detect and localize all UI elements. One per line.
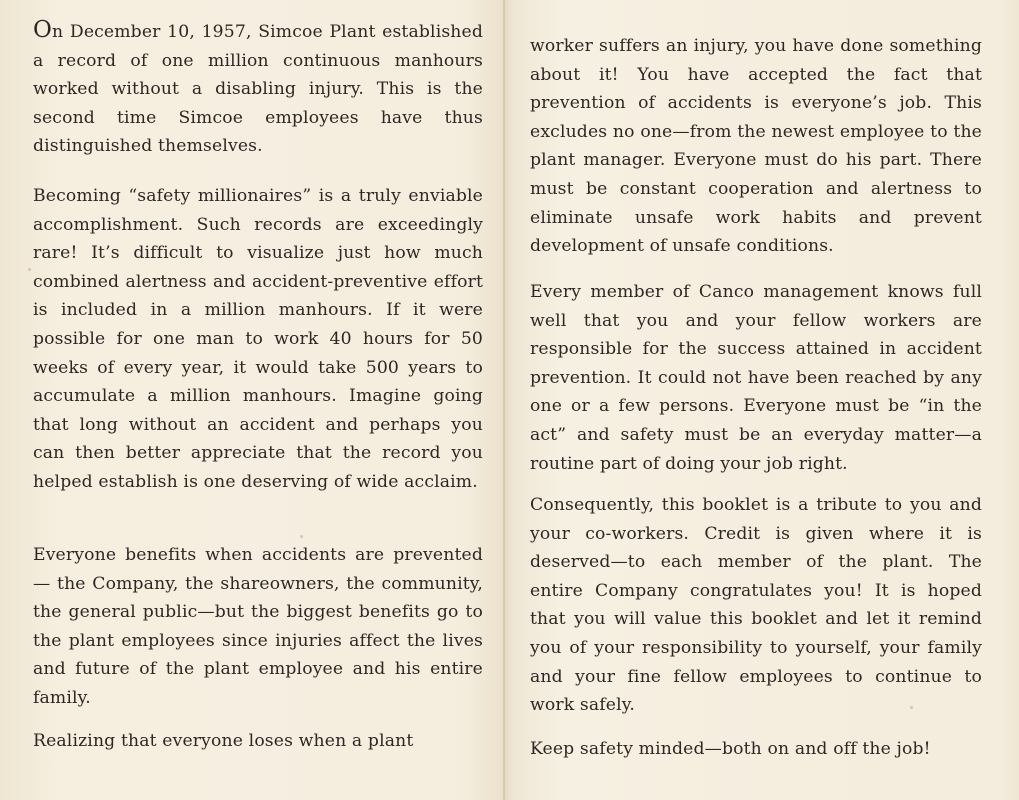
management-paragraph: Every member of Canco management knows full well that you and your fellow workers are responsible for the success attained in accident prevention. It could not have been reached by any one or a few persons. Everyone must be “in the act” and safety must be an everyday matter—a routine part of doing your job right. (530, 282, 982, 474)
realizing-paragraph: Realizing that everyone loses when a plant (33, 731, 414, 751)
intro-paragraph (33, 16, 483, 161)
benefits-paragraph: Everyone benefits when accidents are prevented — the Company, the shareowners, the community, the general public—but the biggest benefits go to the plant employees since injuries affect the lives and future of the plant employee and his entire family. (33, 545, 483, 708)
paper-speck (300, 535, 303, 538)
continuation-paragraph: worker suffers an injury, you have done something about it! You have accepted the fact that prevention of accidents is everyone’s job. This excludes no one—from the newest employee to the plant manager. Everyone must do his part. There must be constant cooperation and alertness to eliminate unsafe work habits and prevent development of unsafe conditions. (530, 36, 982, 257)
paper-speck (28, 268, 31, 271)
page-fold (503, 0, 505, 800)
intro-paragraph-text: n December 10, 1957, Simcoe Plant established a record of one million continuous manhours worked without a disabling injury. This is the second time Simcoe employees have thus distinguished themselves. (33, 22, 483, 157)
drop-cap: O (33, 17, 53, 43)
millionaires-paragraph: Becoming “safety millionaires” is a truly enviable accomplishment. Such records are exceedingly rare! It’s difficult to visualize just how much combined alertness and accident-preventive effort is included in a million manhours. If it were possible for one man to work 40 hours for 50 weeks of every year, it would take 500 years to accumulate a million manhours. Imagine going that long without an accident and perhaps you can then better appreciate that the record you helped establish is one deserving of wide acclaim. (33, 186, 483, 492)
tribute-paragraph: Consequently, this booklet is a tribute to you and your co-workers. Credit is given where it is deserved—to each member of the plant. The entire Company congratulates you! It is hoped that you will value this booklet and let it remind you of your responsibility to yourself, your family and your fine fellow employees to continue to work safely. (530, 495, 982, 716)
closing-line: Keep safety minded—both on and off the job! (530, 739, 931, 759)
